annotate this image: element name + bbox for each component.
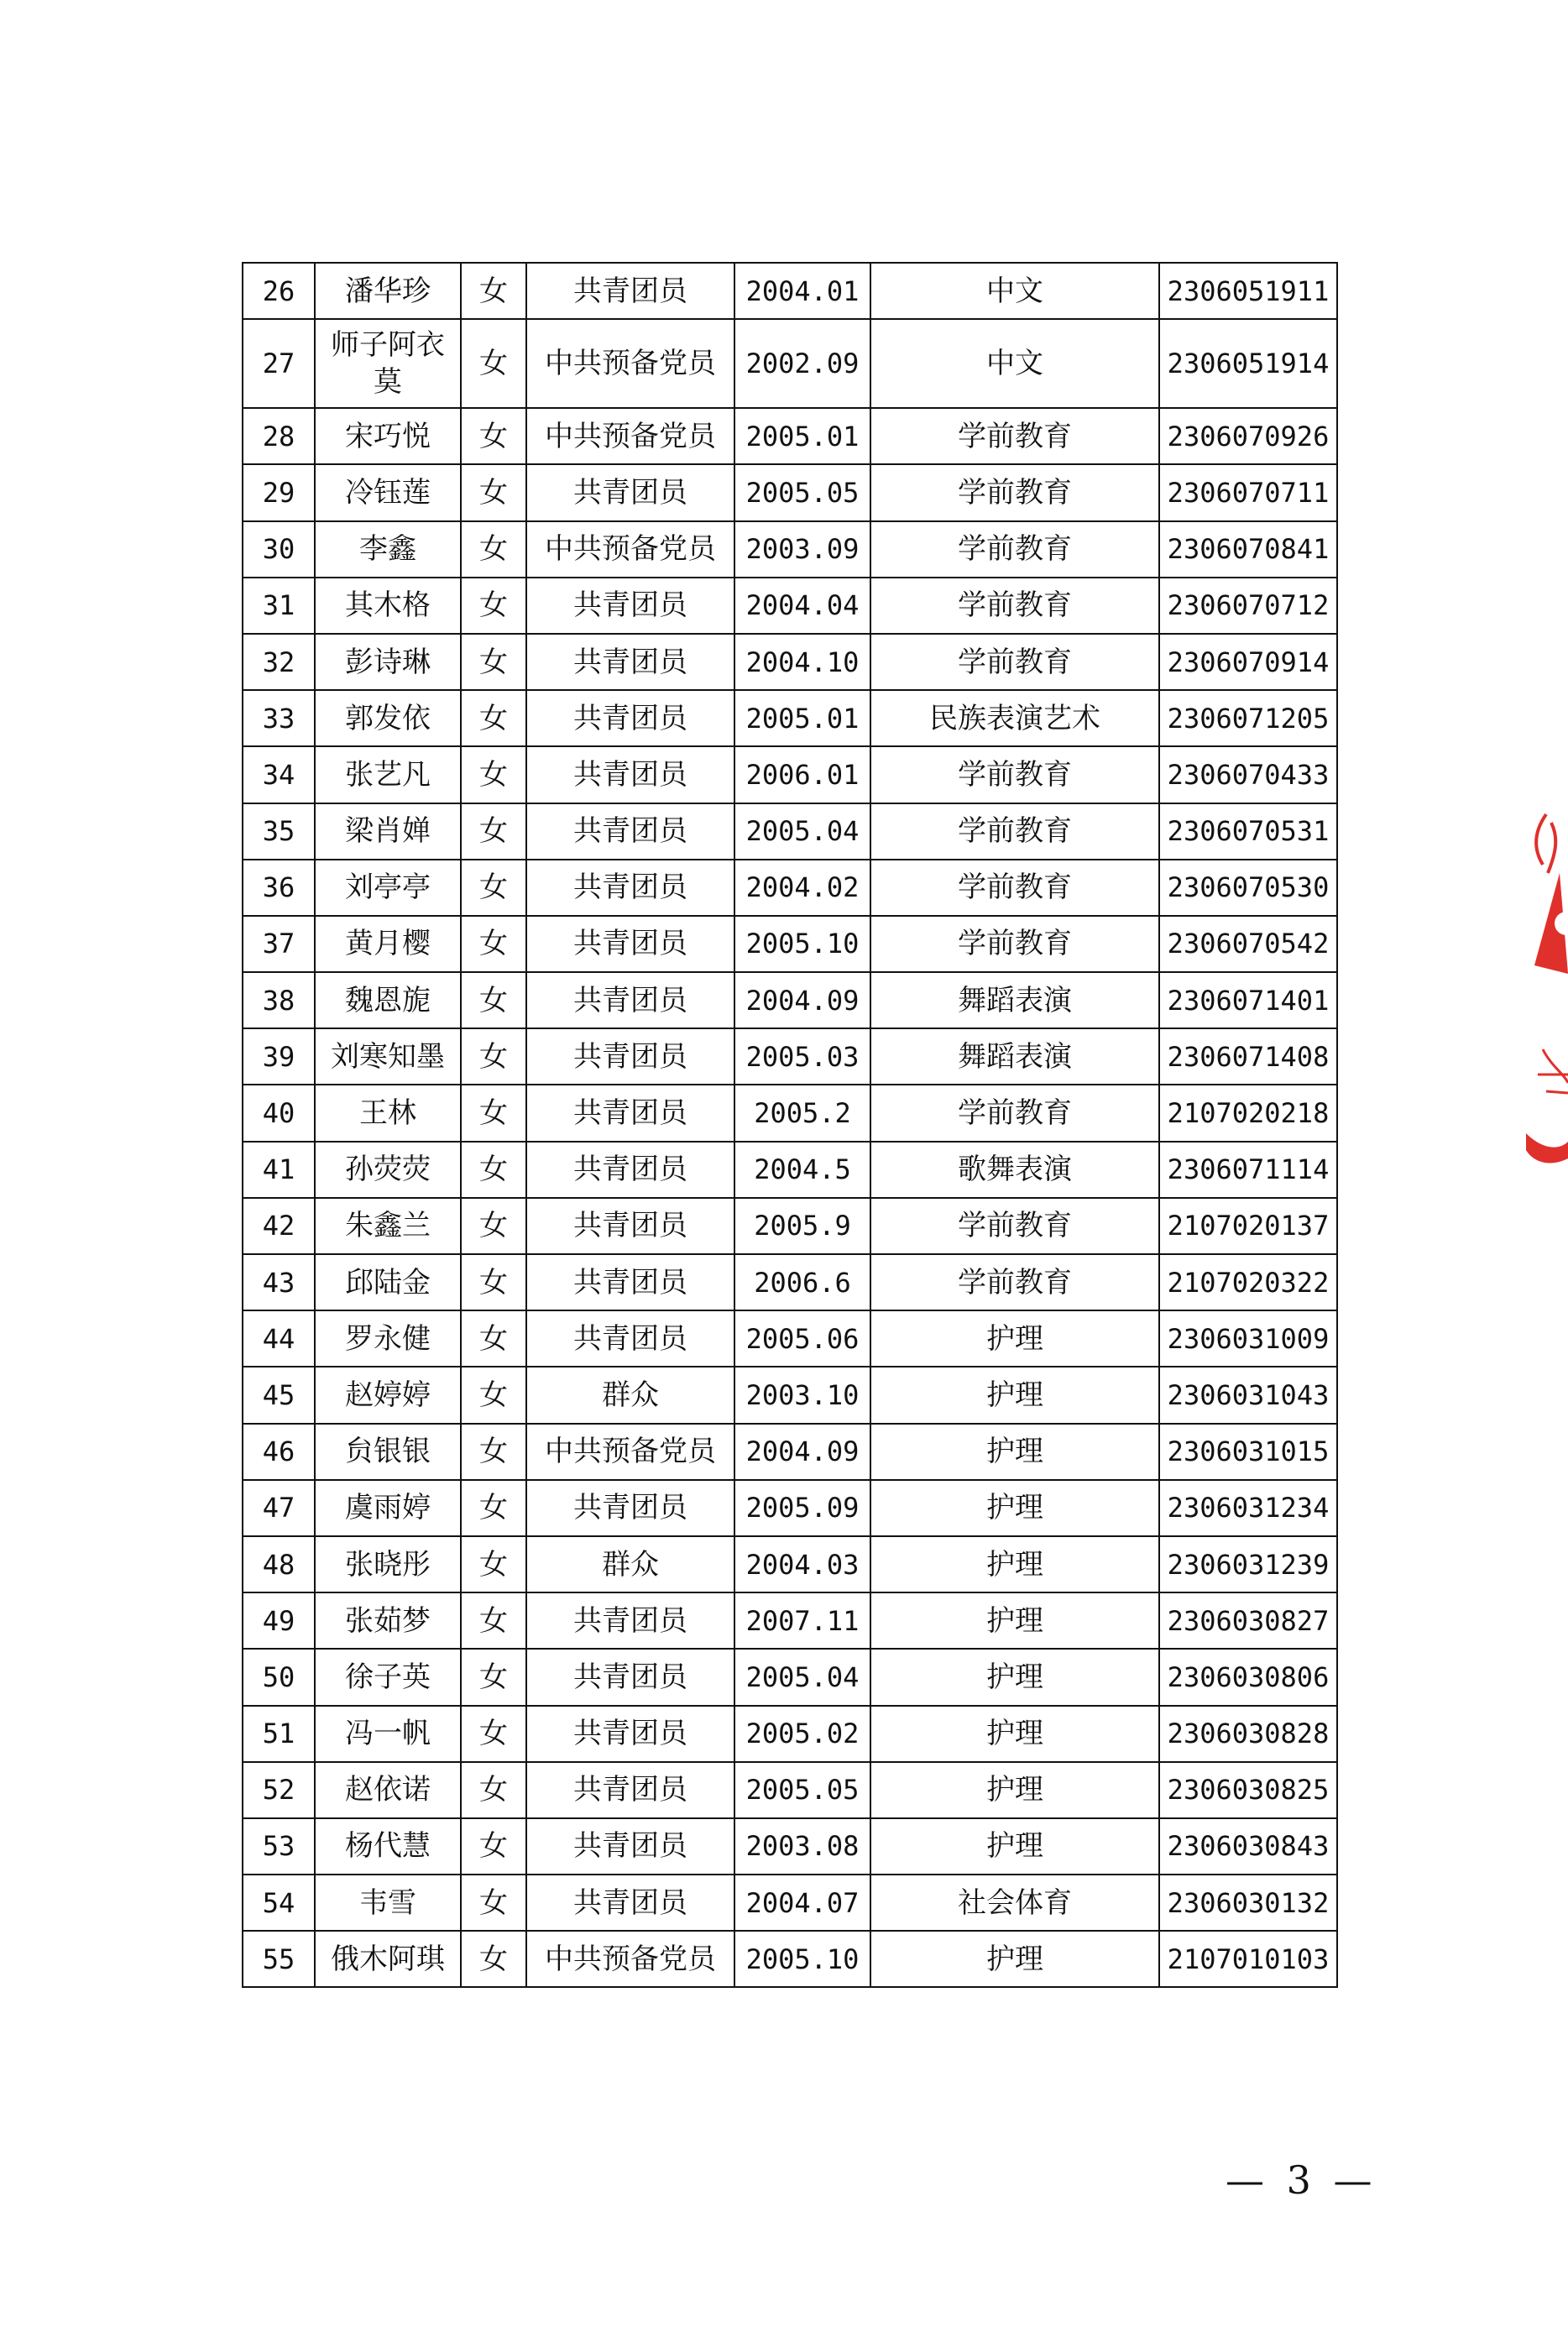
student-id-cell: 2107020218: [1159, 1085, 1337, 1141]
gender-cell: 女: [461, 1480, 526, 1536]
student-name-cell: 张茹梦: [315, 1592, 461, 1649]
student-id-cell: 2306030828: [1159, 1706, 1337, 1762]
student-name-cell: 李鑫: [315, 521, 461, 578]
student-name-cell: 俄木阿琪: [315, 1931, 461, 1987]
table-row: [243, 1424, 1337, 1480]
birth-date-cell: 2006.01: [734, 746, 870, 803]
political-status-cell: 共青团员: [526, 746, 734, 803]
student-id-cell: 2306070542: [1159, 916, 1337, 972]
birth-date-cell: 2004.09: [734, 1424, 870, 1480]
political-status-cell: 中共预备党员: [526, 408, 734, 464]
birth-date-cell: 2002.09: [734, 319, 870, 408]
student-name-cell: 郭发依: [315, 690, 461, 746]
student-id-cell: 2107010103: [1159, 1931, 1337, 1987]
political-status-cell: 共青团员: [526, 263, 734, 319]
student-name-cell: 潘华珍: [315, 263, 461, 319]
student-id-cell: 2306070926: [1159, 408, 1337, 464]
gender-cell: 女: [461, 1085, 526, 1141]
major-cell: 中文: [870, 263, 1159, 319]
table-row: [243, 803, 1337, 860]
row-number-cell: 38: [243, 972, 315, 1028]
gender-cell: 女: [461, 1198, 526, 1254]
student-name-cell: 王林: [315, 1085, 461, 1141]
student-name-cell: 张晓彤: [315, 1536, 461, 1592]
birth-date-cell: 2005.02: [734, 1706, 870, 1762]
page-number: — 3 —: [1226, 2157, 1377, 2203]
major-cell: 舞蹈表演: [870, 1028, 1159, 1085]
student-id-cell: 2306030132: [1159, 1875, 1337, 1931]
gender-cell: 女: [461, 408, 526, 464]
political-status-cell: 共青团员: [526, 1762, 734, 1818]
gender-cell: 女: [461, 464, 526, 520]
birth-date-cell: 2007.11: [734, 1592, 870, 1649]
student-id-cell: 2306030825: [1159, 1762, 1337, 1818]
gender-cell: 女: [461, 1254, 526, 1310]
student-name-cell: 师子阿衣莫: [315, 319, 461, 408]
birth-date-cell: 2006.6: [734, 1254, 870, 1310]
gender-cell: 女: [461, 1536, 526, 1592]
gender-cell: 女: [461, 1142, 526, 1198]
row-number-cell: 46: [243, 1424, 315, 1480]
student-id-cell: 2306070531: [1159, 803, 1337, 860]
student-id-cell: 2306031009: [1159, 1310, 1337, 1367]
major-cell: 护理: [870, 1536, 1159, 1592]
row-number-cell: 41: [243, 1142, 315, 1198]
student-name-cell: 罗永健: [315, 1310, 461, 1367]
major-cell: 学前教育: [870, 408, 1159, 464]
row-number-cell: 43: [243, 1254, 315, 1310]
row-number-cell: 39: [243, 1028, 315, 1085]
birth-date-cell: 2005.05: [734, 1762, 870, 1818]
political-status-cell: 共青团员: [526, 860, 734, 916]
major-cell: 学前教育: [870, 803, 1159, 860]
gender-cell: 女: [461, 263, 526, 319]
birth-date-cell: 2005.01: [734, 408, 870, 464]
table-row: [243, 263, 1337, 319]
table-row: [243, 1480, 1337, 1536]
student-roster-table: [242, 262, 1338, 1988]
gender-cell: 女: [461, 746, 526, 803]
birth-date-cell: 2004.03: [734, 1536, 870, 1592]
student-name-cell: 张艺凡: [315, 746, 461, 803]
student-id-cell: 2306071401: [1159, 972, 1337, 1028]
student-id-cell: 2306071114: [1159, 1142, 1337, 1198]
row-number-cell: 29: [243, 464, 315, 520]
major-cell: 护理: [870, 1424, 1159, 1480]
student-id-cell: 2306031239: [1159, 1536, 1337, 1592]
birth-date-cell: 2004.07: [734, 1875, 870, 1931]
major-cell: 护理: [870, 1931, 1159, 1987]
student-name-cell: 魏恩旎: [315, 972, 461, 1028]
major-cell: 舞蹈表演: [870, 972, 1159, 1028]
student-name-cell: 其木格: [315, 578, 461, 634]
gender-cell: 女: [461, 1649, 526, 1705]
birth-date-cell: 2004.10: [734, 634, 870, 690]
student-name-cell: 梁肖婵: [315, 803, 461, 860]
student-id-cell: 2306071205: [1159, 690, 1337, 746]
student-name-cell: 徐子英: [315, 1649, 461, 1705]
row-number-cell: 35: [243, 803, 315, 860]
gender-cell: 女: [461, 1706, 526, 1762]
table-row: [243, 746, 1337, 803]
political-status-cell: 共青团员: [526, 1818, 734, 1875]
major-cell: 学前教育: [870, 1198, 1159, 1254]
gender-cell: 女: [461, 803, 526, 860]
table-row: [243, 690, 1337, 746]
row-number-cell: 50: [243, 1649, 315, 1705]
row-number-cell: 28: [243, 408, 315, 464]
row-number-cell: 40: [243, 1085, 315, 1141]
political-status-cell: 共青团员: [526, 690, 734, 746]
student-id-cell: 2107020322: [1159, 1254, 1337, 1310]
table-row: [243, 464, 1337, 520]
table-row: [243, 634, 1337, 690]
gender-cell: 女: [461, 1367, 526, 1423]
student-name-cell: 赵婷婷: [315, 1367, 461, 1423]
political-status-cell: 共青团员: [526, 972, 734, 1028]
table-row: [243, 1931, 1337, 1987]
table-row: [243, 916, 1337, 972]
gender-cell: 女: [461, 521, 526, 578]
birth-date-cell: 2005.9: [734, 1198, 870, 1254]
row-number-cell: 48: [243, 1536, 315, 1592]
student-id-cell: 2306070433: [1159, 746, 1337, 803]
birth-date-cell: 2004.02: [734, 860, 870, 916]
major-cell: 学前教育: [870, 521, 1159, 578]
student-name-cell: 韦雪: [315, 1875, 461, 1931]
student-id-cell: 2306051914: [1159, 319, 1337, 408]
student-id-cell: 2306070711: [1159, 464, 1337, 520]
student-id-cell: 2306071408: [1159, 1028, 1337, 1085]
row-number-cell: 49: [243, 1592, 315, 1649]
gender-cell: 女: [461, 1028, 526, 1085]
major-cell: 学前教育: [870, 578, 1159, 634]
gender-cell: 女: [461, 634, 526, 690]
table-row: [243, 1592, 1337, 1649]
row-number-cell: 52: [243, 1762, 315, 1818]
major-cell: 学前教育: [870, 464, 1159, 520]
birth-date-cell: 2003.10: [734, 1367, 870, 1423]
table-row: [243, 860, 1337, 916]
political-status-cell: 中共预备党员: [526, 1424, 734, 1480]
student-id-cell: 2306070914: [1159, 634, 1337, 690]
student-name-cell: 贠银银: [315, 1424, 461, 1480]
major-cell: 护理: [870, 1818, 1159, 1875]
table-row: [243, 1762, 1337, 1818]
student-id-cell: 2107020137: [1159, 1198, 1337, 1254]
gender-cell: 女: [461, 972, 526, 1028]
student-name-cell: 冯一帆: [315, 1706, 461, 1762]
row-number-cell: 47: [243, 1480, 315, 1536]
birth-date-cell: 2004.5: [734, 1142, 870, 1198]
row-number-cell: 45: [243, 1367, 315, 1423]
row-number-cell: 36: [243, 860, 315, 916]
political-status-cell: 中共预备党员: [526, 521, 734, 578]
gender-cell: 女: [461, 1310, 526, 1367]
political-status-cell: 中共预备党员: [526, 319, 734, 408]
political-status-cell: 共青团员: [526, 803, 734, 860]
student-name-cell: 彭诗琳: [315, 634, 461, 690]
table-row: [243, 1875, 1337, 1931]
birth-date-cell: 2005.03: [734, 1028, 870, 1085]
table-row: [243, 972, 1337, 1028]
table-row: [243, 578, 1337, 634]
row-number-cell: 42: [243, 1198, 315, 1254]
student-name-cell: 刘寒知墨: [315, 1028, 461, 1085]
political-status-cell: 共青团员: [526, 1028, 734, 1085]
row-number-cell: 31: [243, 578, 315, 634]
political-status-cell: 共青团员: [526, 634, 734, 690]
birth-date-cell: 2005.01: [734, 690, 870, 746]
gender-cell: 女: [461, 578, 526, 634]
major-cell: 学前教育: [870, 1254, 1159, 1310]
table-row: [243, 319, 1337, 408]
major-cell: 护理: [870, 1310, 1159, 1367]
student-id-cell: 2306031234: [1159, 1480, 1337, 1536]
political-status-cell: 共青团员: [526, 1254, 734, 1310]
row-number-cell: 37: [243, 916, 315, 972]
gender-cell: 女: [461, 1931, 526, 1987]
row-number-cell: 27: [243, 319, 315, 408]
row-number-cell: 54: [243, 1875, 315, 1931]
political-status-cell: 群众: [526, 1367, 734, 1423]
gender-cell: 女: [461, 690, 526, 746]
table-row: [243, 1028, 1337, 1085]
table-row: [243, 1649, 1337, 1705]
political-status-cell: 共青团员: [526, 1198, 734, 1254]
student-id-cell: 2306051911: [1159, 263, 1337, 319]
table-row: [243, 1085, 1337, 1141]
gender-cell: 女: [461, 1818, 526, 1875]
major-cell: 学前教育: [870, 634, 1159, 690]
student-name-cell: 孙荧荧: [315, 1142, 461, 1198]
political-status-cell: 共青团员: [526, 464, 734, 520]
student-id-cell: 2306070841: [1159, 521, 1337, 578]
political-status-cell: 共青团员: [526, 1310, 734, 1367]
student-name-cell: 杨代慧: [315, 1818, 461, 1875]
row-number-cell: 30: [243, 521, 315, 578]
row-number-cell: 53: [243, 1818, 315, 1875]
row-number-cell: 33: [243, 690, 315, 746]
major-cell: 歌舞表演: [870, 1142, 1159, 1198]
political-status-cell: 共青团员: [526, 1142, 734, 1198]
major-cell: 护理: [870, 1762, 1159, 1818]
student-name-cell: 邱陆金: [315, 1254, 461, 1310]
major-cell: 护理: [870, 1592, 1159, 1649]
birth-date-cell: 2005.10: [734, 1931, 870, 1987]
birth-date-cell: 2005.04: [734, 1649, 870, 1705]
student-name-cell: 朱鑫兰: [315, 1198, 461, 1254]
political-status-cell: 共青团员: [526, 1592, 734, 1649]
political-status-cell: 群众: [526, 1536, 734, 1592]
major-cell: 民族表演艺术: [870, 690, 1159, 746]
birth-date-cell: 2004.04: [734, 578, 870, 634]
student-id-cell: 2306030806: [1159, 1649, 1337, 1705]
gender-cell: 女: [461, 1592, 526, 1649]
row-number-cell: 55: [243, 1931, 315, 1987]
row-number-cell: 26: [243, 263, 315, 319]
birth-date-cell: 2005.10: [734, 916, 870, 972]
student-id-cell: 2306030843: [1159, 1818, 1337, 1875]
table-row: [243, 1536, 1337, 1592]
birth-date-cell: 2003.09: [734, 521, 870, 578]
gender-cell: 女: [461, 1762, 526, 1818]
student-name-cell: 赵依诺: [315, 1762, 461, 1818]
major-cell: 学前教育: [870, 746, 1159, 803]
birth-date-cell: 2004.01: [734, 263, 870, 319]
student-id-cell: 2306070530: [1159, 860, 1337, 916]
table-row: [243, 1310, 1337, 1367]
major-cell: 学前教育: [870, 916, 1159, 972]
table-row: [243, 1818, 1337, 1875]
major-cell: 护理: [870, 1480, 1159, 1536]
political-status-cell: 共青团员: [526, 1875, 734, 1931]
student-name-cell: 虞雨婷: [315, 1480, 461, 1536]
political-status-cell: 中共预备党员: [526, 1931, 734, 1987]
student-id-cell: 2306031043: [1159, 1367, 1337, 1423]
major-cell: 学前教育: [870, 1085, 1159, 1141]
row-number-cell: 44: [243, 1310, 315, 1367]
student-name-cell: 刘亭亭: [315, 860, 461, 916]
major-cell: 学前教育: [870, 860, 1159, 916]
gender-cell: 女: [461, 860, 526, 916]
major-cell: 护理: [870, 1649, 1159, 1705]
gender-cell: 女: [461, 916, 526, 972]
political-status-cell: 共青团员: [526, 1706, 734, 1762]
birth-date-cell: 2003.08: [734, 1818, 870, 1875]
major-cell: 护理: [870, 1367, 1159, 1423]
political-status-cell: 共青团员: [526, 916, 734, 972]
political-status-cell: 共青团员: [526, 1480, 734, 1536]
gender-cell: 女: [461, 319, 526, 408]
roster-body: [243, 263, 1337, 1987]
student-id-cell: 2306070712: [1159, 578, 1337, 634]
student-name-cell: 黄月樱: [315, 916, 461, 972]
table-row: [243, 1367, 1337, 1423]
birth-date-cell: 2005.05: [734, 464, 870, 520]
row-number-cell: 32: [243, 634, 315, 690]
row-number-cell: 34: [243, 746, 315, 803]
table-row: [243, 408, 1337, 464]
student-id-cell: 2306030827: [1159, 1592, 1337, 1649]
political-status-cell: 共青团员: [526, 1085, 734, 1141]
major-cell: 社会体育: [870, 1875, 1159, 1931]
table-row: [243, 521, 1337, 578]
political-status-cell: 共青团员: [526, 1649, 734, 1705]
political-status-cell: 共青团员: [526, 578, 734, 634]
birth-date-cell: 2005.04: [734, 803, 870, 860]
student-name-cell: 宋巧悦: [315, 408, 461, 464]
red-seal-fragment: [1518, 797, 1568, 1192]
major-cell: 护理: [870, 1706, 1159, 1762]
birth-date-cell: 2005.2: [734, 1085, 870, 1141]
birth-date-cell: 2005.06: [734, 1310, 870, 1367]
gender-cell: 女: [461, 1875, 526, 1931]
table-row: [243, 1198, 1337, 1254]
birth-date-cell: 2004.09: [734, 972, 870, 1028]
student-id-cell: 2306031015: [1159, 1424, 1337, 1480]
birth-date-cell: 2005.09: [734, 1480, 870, 1536]
row-number-cell: 51: [243, 1706, 315, 1762]
major-cell: 中文: [870, 319, 1159, 408]
table-row: [243, 1254, 1337, 1310]
table-row: [243, 1706, 1337, 1762]
gender-cell: 女: [461, 1424, 526, 1480]
student-name-cell: 冷钰莲: [315, 464, 461, 520]
table-row: [243, 1142, 1337, 1198]
